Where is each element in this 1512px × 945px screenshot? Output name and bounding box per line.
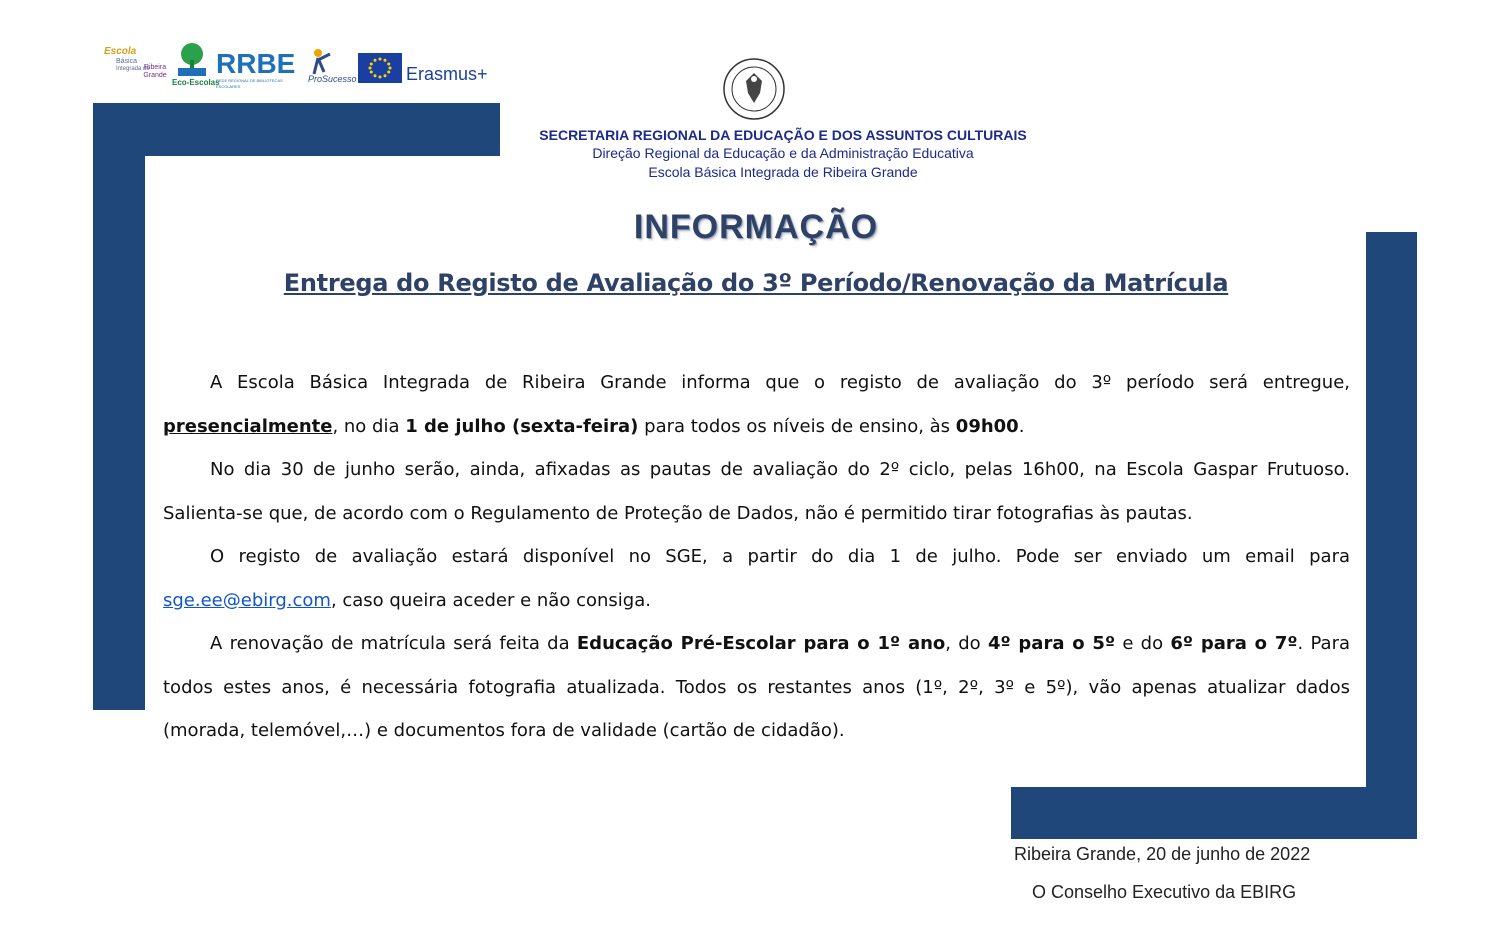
paragraph-1: A Escola Básica Integrada de Ribeira Grande informa que o registo de avaliação do 3º período será entregue, presencialmente, no dia 1 de julho (sexta-feira) para todos os níveis de ensino, às 09h00. (163, 372, 1350, 437)
page-title: INFORMAÇÃO (633, 208, 879, 246)
prosucesso-logo: ProSucesso (306, 48, 360, 88)
escola-name: Escola Básica Integrada de Ribeira Grande (648, 164, 918, 180)
page-subtitle: Entrega do Registo de Avaliação do 3º Período/Renovação da Matrícula (283, 269, 1229, 297)
azores-seal-icon (722, 57, 786, 121)
secretaria-name: SECRETARIA REGIONAL DA EDUCAÇÃO E DOS ASSUNTOS CULTURAIS (539, 127, 1027, 143)
paragraph-3: O registo de avaliação estará disponível no SGE, a partir do dia 1 de julho. Pode ser enviado um email para sge.ee@ebirg.com, caso queira aceder e não consiga. (163, 546, 1350, 611)
direcao-name: Direção Regional da Educação e da Administração Educativa (592, 145, 974, 161)
escola-logo: Escola Básica Integrada de Ribeira Grande (104, 46, 167, 79)
partner-logos (100, 40, 510, 90)
announcement-body (163, 361, 1350, 753)
email-link[interactable]: sge.ee@ebirg.com (163, 589, 331, 611)
eu-flag-icon (358, 53, 402, 83)
institution-header (480, 126, 1086, 182)
paragraph-4: A renovação de matrícula será feita da Educação Pré-Escolar para o 1º ano, do 4º para o 5º e do 6º para o 7º. Para todos estes anos, é necessária fotografia atualizada. Todos os restantes anos (1º, 2º, 3º e 5º), vão apenas atualizar dados (morada, telemóvel,…) e documentos fora de validade (cartão de cidadão). (163, 633, 1350, 741)
eco-escolas-logo: Eco-Escolas (172, 42, 212, 90)
paragraph-2: No dia 30 de junho serão, ainda, afixadas as pautas de avaliação do 2º ciclo, pelas 16h00, na Escola Gaspar Frutuoso. Salienta-se que, de acordo com o Regulamento de Proteção de Dados, não é permitido tirar fotografias às pautas. (163, 459, 1350, 524)
signature: O Conselho Executivo da EBIRG (1032, 882, 1297, 902)
document-date: Ribeira Grande, 20 de junho de 2022 (1014, 844, 1311, 864)
prosucesso-figure-icon (306, 48, 336, 76)
rrbe-logo: RRBE REDE REGIONAL DE BIBLIOTECAS ESCOLARES (216, 48, 296, 89)
eco-tree-icon (172, 42, 212, 78)
erasmus-logo: Erasmus+ (406, 64, 488, 84)
